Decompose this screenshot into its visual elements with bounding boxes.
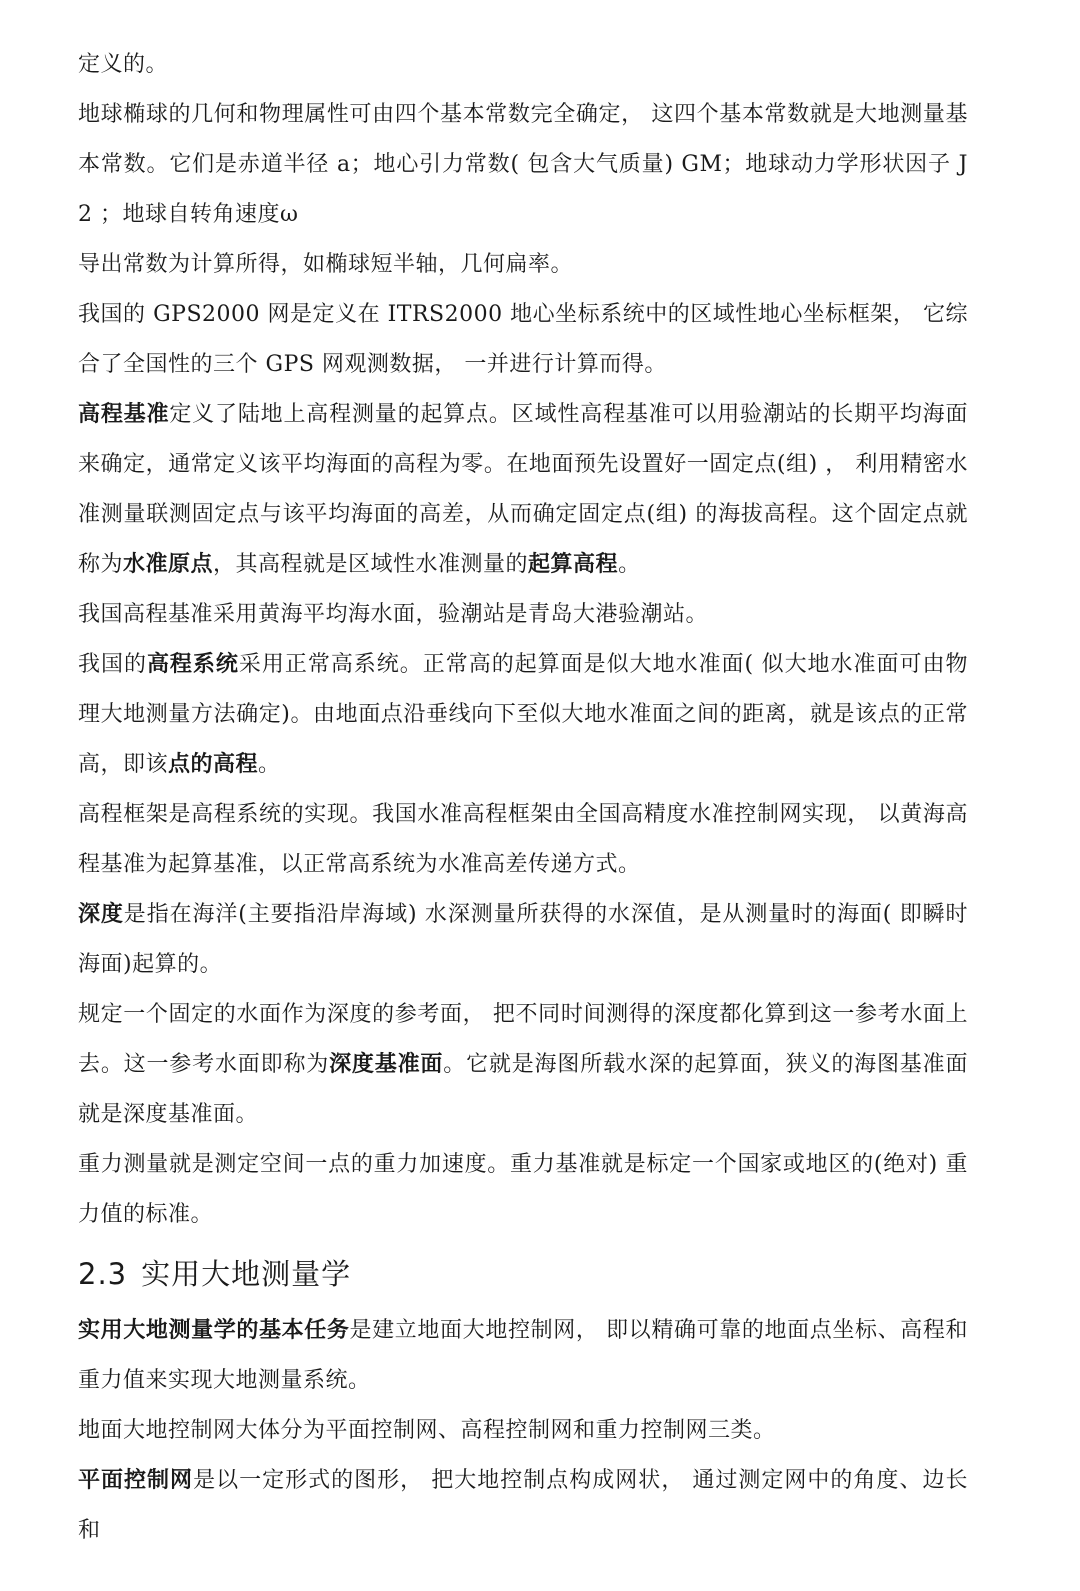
bold-term: 深度	[78, 902, 124, 927]
text-run: 采用正常高系统。正常高的起算面是似大地水准面( 似大地水准面可由物理大地测量方法确定)。由地面点沿垂线向下至似大地水准面之间的距离，就是该点的正常高，即该	[78, 652, 968, 777]
text-run: 规定一个固定的水面作为深度的参考面， 把不同时间测得的深度都化算到这一参考水面上去。这一参考水面即称为	[78, 1002, 968, 1077]
bold-term: 深度基准面	[329, 1052, 444, 1077]
paragraph	[78, 990, 968, 1140]
paragraph	[78, 90, 968, 240]
body-text-after-section	[78, 1306, 968, 1556]
paragraph	[78, 1140, 968, 1240]
bold-term: 高程基准	[78, 402, 170, 427]
paragraph	[78, 40, 968, 90]
section-title: 实用大地测量学	[141, 1257, 352, 1291]
text-run: 我国的	[78, 652, 147, 677]
bold-term: 实用大地测量学的基本任务	[78, 1318, 350, 1343]
text-run: 我国高程基准采用黄海平均海水面，验潮站是青岛大港验潮站。	[78, 602, 709, 627]
text-run: 定义了陆地上高程测量的起算点。区域性高程基准可以用验潮站的长期平均海面来确定，通常定义该平均海面的高程为零。在地面预先设置好一固定点(组) ， 利用精密水准测量联测固定点与该平均海面的高差，从而确定固定点(组) 的海拔高程。这个固定点就称为	[78, 402, 968, 577]
text-run: 。	[618, 552, 641, 577]
document-page	[78, 40, 968, 1556]
paragraph	[78, 640, 968, 790]
text-run: 地球椭球的几何和物理属性可由四个基本常数完全确定， 这四个基本常数就是大地测量基本常数。它们是赤道半径 a；地心引力常数( 包含大气质量) GM；地球动力学形状因子 J2 ；地球自转角速度ω	[78, 102, 968, 227]
paragraph	[78, 290, 968, 390]
text-run: 。它就是海图所载水深的起算面，狭义的海图基准面就是深度基准面。	[78, 1052, 968, 1127]
section-heading	[78, 1248, 968, 1300]
text-run: 高程框架是高程系统的实现。我国水准高程框架由全国高精度水准控制网实现， 以黄海高程基准为起算基准，以正常高系统为水准高差传递方式。	[78, 802, 968, 877]
paragraph	[78, 890, 968, 990]
text-run: 导出常数为计算所得，如椭球短半轴，几何扁率。	[78, 252, 574, 277]
paragraph	[78, 1406, 968, 1456]
text-run: 是建立地面大地控制网， 即以精确可靠的地面点坐标、高程和重力值来实现大地测量系统。	[78, 1318, 968, 1393]
bold-term: 高程系统	[146, 652, 239, 677]
text-run: 我国的 GPS2000 网是定义在 ITRS2000 地心坐标系统中的区域性地心坐标框架， 它综合了全国性的三个 GPS 网观测数据， 一并进行计算而得。	[78, 302, 968, 377]
text-run: 。	[258, 752, 281, 777]
bold-term: 起算高程	[528, 552, 619, 577]
text-run: 定义的。	[78, 52, 169, 77]
text-run: 是指在海洋(主要指沿岸海域) 水深测量所获得的水深值，是从测量时的海面( 即瞬时海面)起算的。	[78, 902, 968, 977]
paragraph	[78, 390, 968, 590]
bold-term: 点的高程	[168, 752, 259, 777]
body-text-before-section	[78, 40, 968, 1240]
bold-term: 水准原点	[123, 552, 214, 577]
text-run: 是以一定形式的图形， 把大地控制点构成网状， 通过测定网中的角度、边长和	[78, 1468, 968, 1543]
paragraph	[78, 240, 968, 290]
paragraph	[78, 1456, 968, 1556]
paragraph	[78, 790, 968, 890]
text-run: ，其高程就是区域性水准测量的	[213, 552, 529, 577]
paragraph	[78, 590, 968, 640]
paragraph	[78, 1306, 968, 1406]
text-run: 重力测量就是测定空间一点的重力加速度。重力基准就是标定一个国家或地区的(绝对) 重力值的标准。	[78, 1152, 968, 1227]
text-run: 地面大地控制网大体分为平面控制网、高程控制网和重力控制网三类。	[78, 1418, 776, 1443]
bold-term: 平面控制网	[78, 1468, 194, 1493]
section-number: 2.3	[78, 1257, 128, 1291]
